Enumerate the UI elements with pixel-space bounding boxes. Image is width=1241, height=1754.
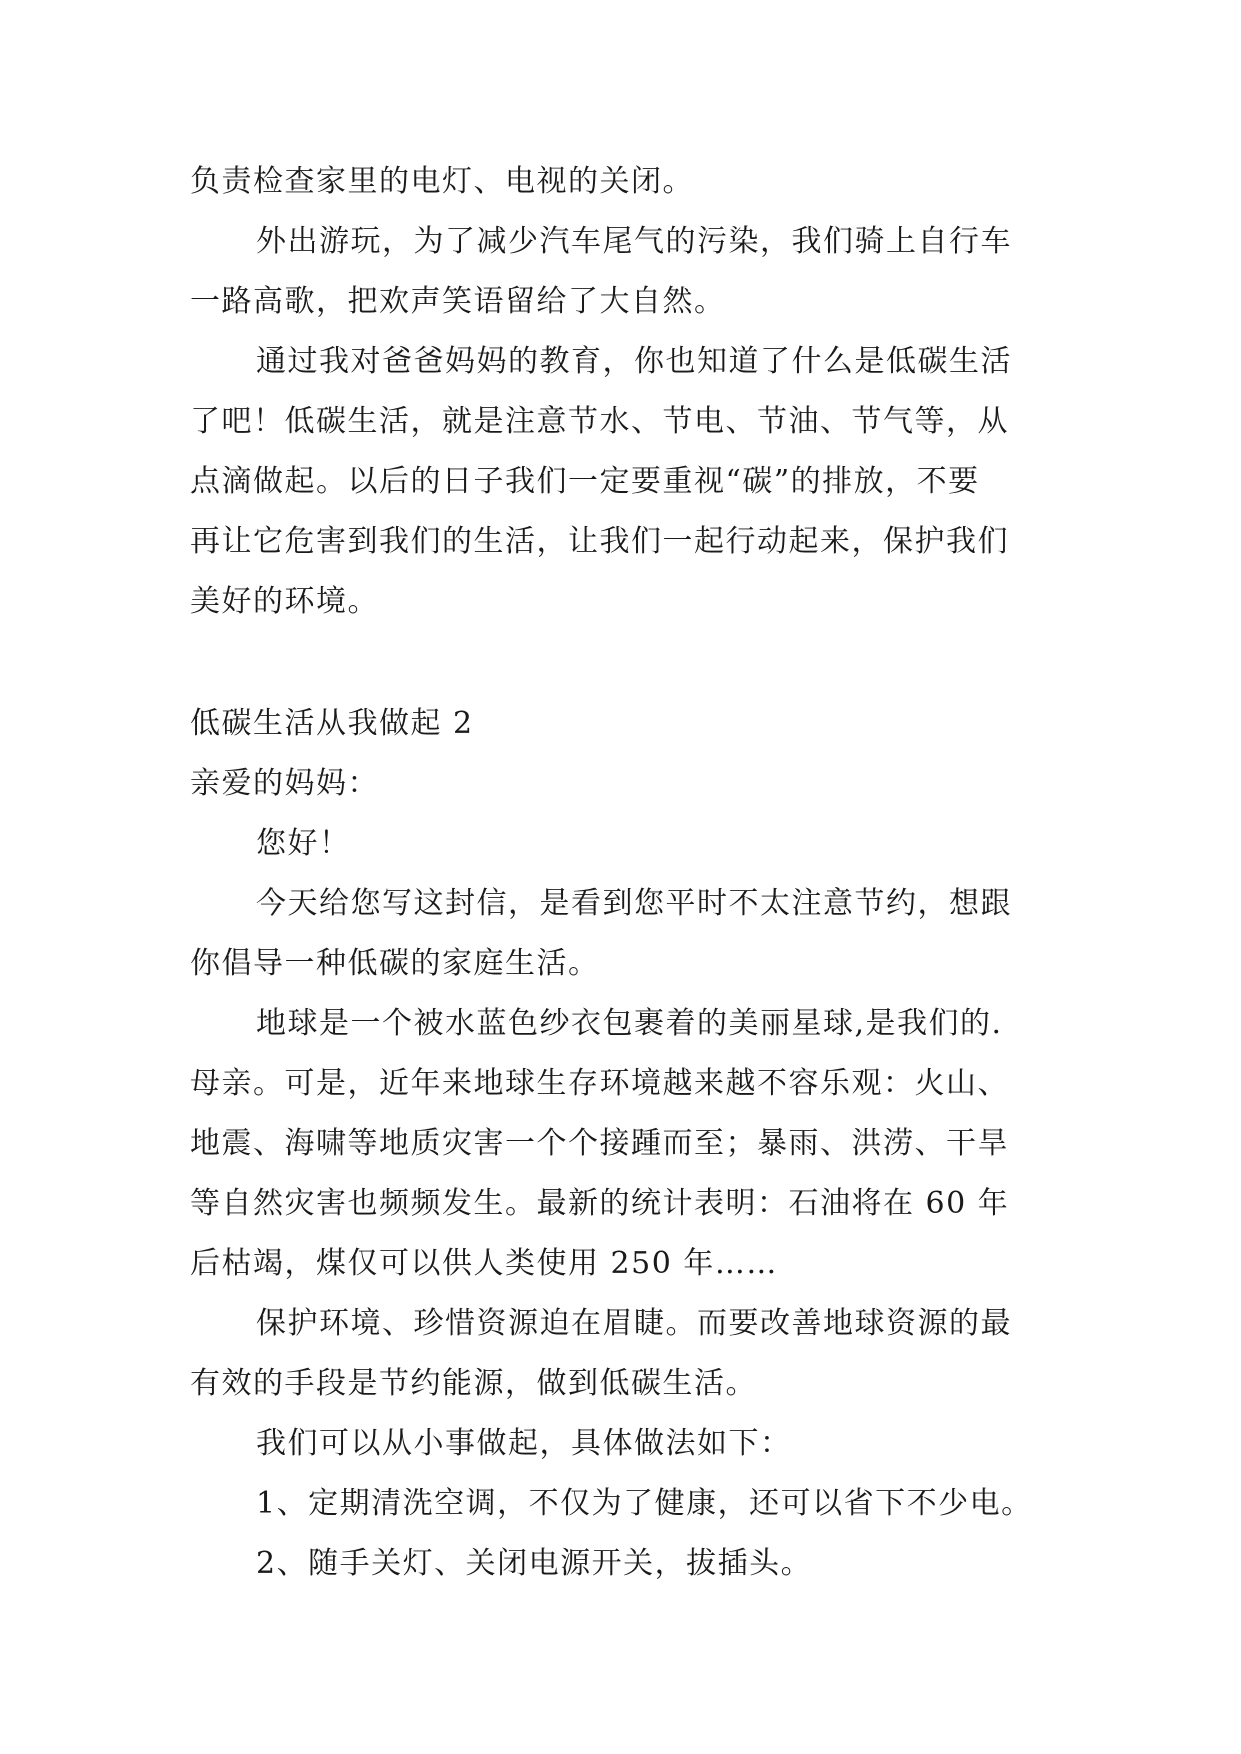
greeting: 您好！ bbox=[256, 826, 351, 861]
document-body bbox=[190, 152, 1070, 1594]
section-title: 低碳生活从我做起 2 bbox=[190, 706, 474, 741]
text-line: 负责检查家里的电灯、电视的关闭。 bbox=[190, 164, 694, 199]
paragraph bbox=[190, 212, 1070, 332]
text-line: 一路高歌，把欢声笑语留给了大自然。 bbox=[190, 284, 726, 319]
text-line: 外出游玩，为了减少汽车尾气的污染，我们骑上自行车 bbox=[256, 224, 1012, 259]
text-line: 有效的手段是节约能源，做到低碳生活。 bbox=[190, 1366, 757, 1401]
text-line: 1、定期清洗空调，不仅为了健康，还可以省下不少电。 bbox=[256, 1486, 1033, 1521]
text-line: 今天给您写这封信，是看到您平时不太注意节约，想跟 bbox=[256, 886, 1012, 921]
text-line: 我们可以从小事做起，具体做法如下： bbox=[256, 1426, 792, 1461]
section-spacer bbox=[190, 632, 1070, 694]
text-line: 点滴做起。以后的日子我们一定要重视“碳”的排放，不要 bbox=[190, 464, 980, 499]
paragraph bbox=[190, 1294, 1070, 1414]
paragraph bbox=[190, 152, 1070, 212]
paragraph bbox=[190, 1414, 1070, 1474]
text-line: 后枯竭，煤仅可以供人类使用 250 年…… bbox=[190, 1246, 778, 1281]
text-line: 保护环境、珍惜资源迫在眉睫。而要改善地球资源的最 bbox=[256, 1306, 1012, 1341]
list-item bbox=[190, 1534, 1070, 1594]
paragraph bbox=[190, 332, 1070, 632]
text-line: 通过我对爸爸妈妈的教育，你也知道了什么是低碳生活 bbox=[256, 344, 1012, 379]
paragraph bbox=[190, 994, 1070, 1294]
text-line: 地球是一个被水蓝色纱衣包裹着的美丽星球,是我们的. bbox=[256, 1006, 1003, 1041]
text-line: 等自然灾害也频频发生。最新的统计表明：石油将在 60 年 bbox=[190, 1186, 1010, 1221]
text-line: 2、随手关灯、关闭电源开关，拔插头。 bbox=[256, 1546, 813, 1581]
text-line: 美好的环境。 bbox=[190, 584, 379, 619]
list-item bbox=[190, 1474, 1070, 1534]
text-line: 母亲。可是，近年来地球生存环境越来越不容乐观：火山、 bbox=[190, 1066, 1009, 1101]
text-line: 再让它危害到我们的生活，让我们一起行动起来，保护我们 bbox=[190, 524, 1009, 559]
text-line: 地震、海啸等地质灾害一个个接踵而至；暴雨、洪涝、干旱 bbox=[190, 1126, 1009, 1161]
text-line: 了吧！低碳生活，就是注意节水、节电、节油、节气等，从 bbox=[190, 404, 1009, 439]
text-line: 你倡导一种低碳的家庭生活。 bbox=[190, 946, 600, 981]
salutation: 亲爱的妈妈： bbox=[190, 766, 379, 801]
paragraph bbox=[190, 874, 1070, 994]
